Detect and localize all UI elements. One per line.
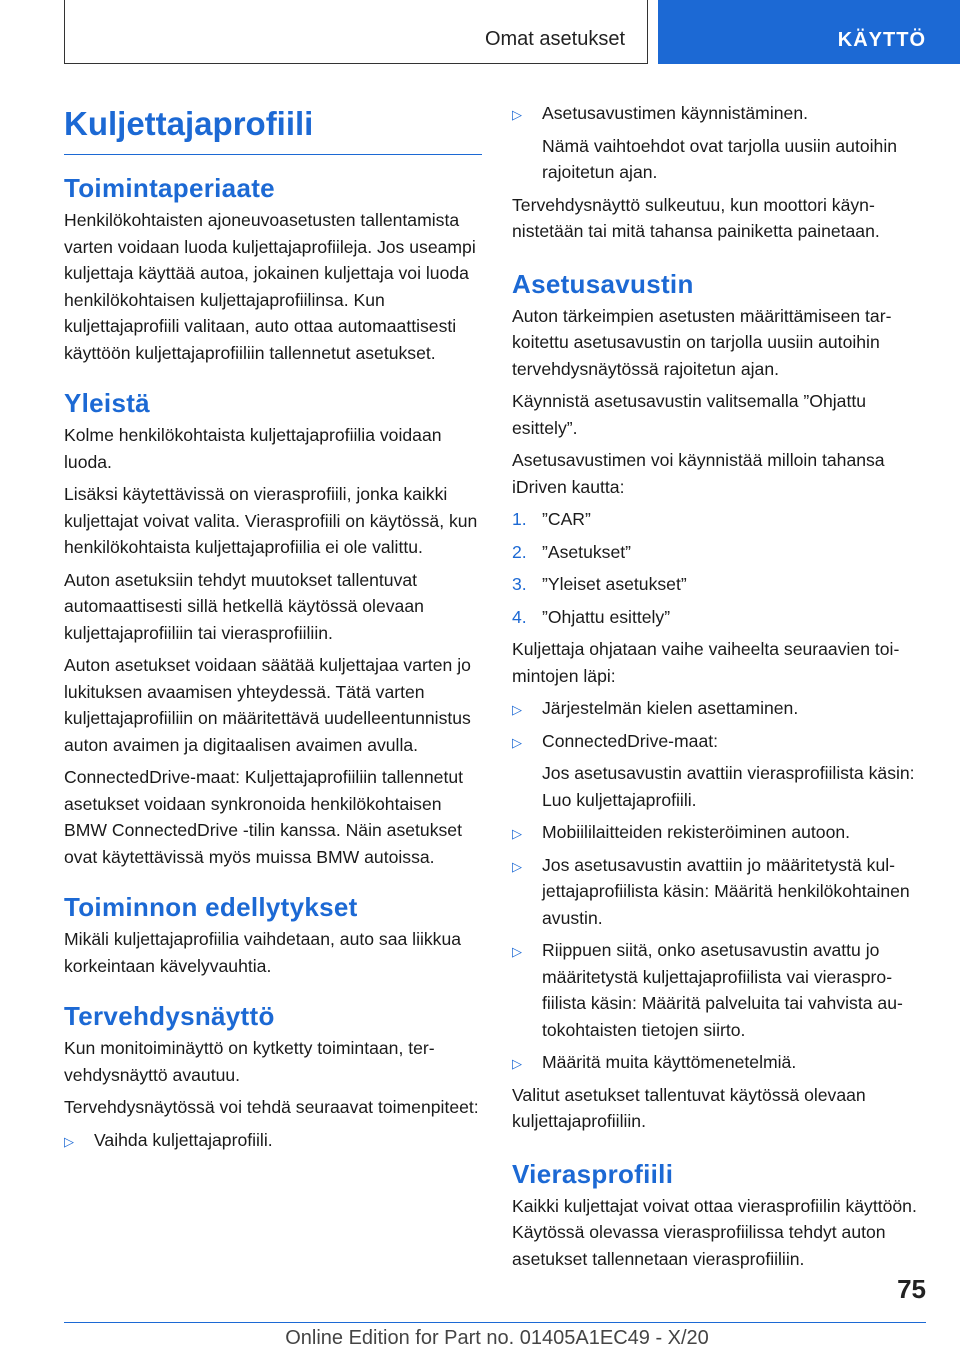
- header-chapter-label: KÄYTTÖ: [837, 29, 926, 51]
- page-title: Kuljettajaprofiili: [64, 104, 482, 155]
- paragraph: Kun monitoiminäyttö on kytketty toimintaan, tervehdysnäyttö avautuu.: [64, 1038, 435, 1085]
- step-text: ”CAR”: [542, 509, 591, 529]
- bullet-subtext: Jos asetusavustin avattiin vierasprofiilista käsin: Luo kuljettajaprofiili.: [542, 763, 915, 810]
- heading-vierasprofiili: Vierasprofiili: [512, 1158, 674, 1189]
- paragraph: Kuljettaja ohjataan vaihe vaiheelta seuraavien toimintojen läpi:: [512, 639, 900, 686]
- paragraph: Auton asetukset voidaan säätää kuljettajaa varten jo lukituksen avaamisen yhteydessä. Tätä varten kuljettajaprofiiliin on määritettävä uudelleentunnistus auton avaimen ja digitaalisen avaimen avulla.: [64, 655, 471, 755]
- bullet-item: [512, 819, 926, 846]
- bullet-text: Riippuen siitä, onko asetusavustin avattu jo määritetystä kuljettajaprofiilista vai vierasprofiilista käsin: Määritä palveluita tai vahvista autokohtaisten tietojen siirto.: [542, 940, 903, 1040]
- bullet-item: [512, 695, 926, 722]
- paragraph: Auton asetuksiin tehdyt muutokset tallentuvat automaattisesti sillä hetkellä käytössä olevaan kuljettajaprofiiliin tai vierasprofiiliin.: [64, 569, 424, 643]
- paragraph: Valitut asetukset tallentuvat käytössä olevaan kuljettajaprofiiliin.: [512, 1084, 866, 1131]
- heading-asetusavustin: Asetusavustin: [512, 268, 694, 299]
- step-number: 3.: [512, 574, 527, 594]
- paragraph: Kaikki kuljettajat voivat ottaa vierasprofiilin käyttöön. Käytössä olevassa vierasprofiilissa tehdyt auton asetukset tallennetaan vierasprofiiliin.: [512, 1195, 917, 1269]
- numbered-step: [512, 539, 926, 566]
- step-number: 4.: [512, 606, 527, 627]
- bullet-item: [64, 1127, 482, 1154]
- paragraph: Mikäli kuljettajaprofiilia vaihdetaan, auto saa liikkua korkeintaan kävelyvauhtia.: [64, 929, 462, 976]
- bullet-subtext: Nämä vaihtoehdot ovat tarjolla uusiin autoihin rajoitetun ajan.: [542, 135, 898, 182]
- paragraph: Tervehdysnäytössä voi tehdä seuraavat toimenpiteet:: [64, 1097, 479, 1117]
- bullet-text: ConnectedDrive-maat:: [542, 730, 719, 751]
- bullet-item: [512, 1049, 926, 1076]
- triangle-bullet-icon: ▷: [512, 944, 522, 959]
- paragraph: Auton tärkeimpien asetusten määrittämiseen tarkoitettu asetusavustin on tarjolla uusiin autoihin tervehdysnäytössä rajoitetun ajan.: [512, 305, 892, 379]
- numbered-step: [512, 604, 926, 631]
- step-number: 2.: [512, 541, 527, 562]
- bullet-text: Määritä muita käyttömenetelmiä.: [542, 1052, 797, 1072]
- header-section-box: [64, 0, 648, 64]
- paragraph: Asetusavustimen voi käynnistää milloin tahansa iDriven kautta:: [512, 450, 885, 497]
- header-chapter-tab[interactable]: [658, 0, 960, 64]
- triangle-bullet-icon: ▷: [64, 1133, 74, 1149]
- step-number: 1.: [512, 509, 527, 529]
- heading-tervehdysnaytto: Tervehdysnäyttö: [64, 1001, 275, 1031]
- footer-edition: Online Edition for Part no. 01405A1EC49 - X/20: [285, 1327, 709, 1349]
- bullet-text: Mobiililaitteiden rekisteröiminen autoon.: [542, 822, 851, 842]
- bullet-item: [512, 937, 926, 1043]
- triangle-bullet-icon: ▷: [512, 826, 522, 841]
- left-column: [64, 100, 482, 1159]
- header-section-title: Omat asetukset: [484, 28, 625, 50]
- paragraph: Lisäksi käytettävissä on vierasprofiili, jonka kaikki kuljettajat voivat valita. Vierasprofiili on käytössä, kun henkilökohtaista kuljettajaprofiilia ei ole valittu.: [64, 484, 478, 557]
- heading-toimintaperiaate: Toimintaperiaate: [64, 173, 275, 203]
- step-text: ”Ohjattu esittely”: [542, 606, 671, 627]
- page-number: 75: [897, 1274, 926, 1304]
- right-column: [512, 100, 926, 1278]
- bullet-text: Asetusavustimen käynnistäminen.: [542, 103, 808, 123]
- paragraph: Henkilökohtaisten ajoneuvoasetusten tallentamista varten voidaan luoda kuljettajaprofiileja. Jos useampi kuljettaja käyttää autoa, jokainen kuljettaja voi luoda henkilökohtaisen kuljettajaprofiilinsa. Kun kuljettajaprofiili valitaan, auto ottaa automaattisesti käyttöön kuljettajaprofiiliin tallennetut asetukset.: [64, 210, 476, 363]
- paragraph: Kolme henkilökohtaista kuljettajaprofiilia voidaan luoda.: [64, 425, 442, 472]
- triangle-bullet-icon: ▷: [512, 107, 522, 122]
- step-text: ”Yleiset asetukset”: [542, 574, 687, 594]
- bullet-item: [512, 728, 926, 755]
- bullet-text: Järjestelmän kielen asettaminen.: [542, 698, 799, 718]
- triangle-bullet-icon: ▷: [512, 734, 522, 750]
- step-text: ”Asetukset”: [542, 541, 631, 562]
- numbered-step: [512, 506, 926, 533]
- bullet-text: Vaihda kuljettajaprofiili.: [94, 1129, 273, 1150]
- bullet-item: [512, 852, 926, 932]
- paragraph: ConnectedDrive-maat: Kuljettajaprofiiliin tallennetut asetukset voidaan synkronoida henkilökohtaisen BMW ConnectedDrive -tilin kanssa. Näin asetukset ovat käytettävissä myös muissa BMW autoissa.: [64, 767, 464, 867]
- paragraph: Käynnistä asetusavustin valitsemalla ”Ohjattu esittely”.: [512, 391, 867, 438]
- triangle-bullet-icon: ▷: [512, 858, 522, 874]
- footer-divider: [64, 1322, 926, 1323]
- heading-yleista: Yleistä: [64, 388, 150, 418]
- numbered-step: [512, 571, 926, 598]
- triangle-bullet-icon: ▷: [512, 702, 522, 717]
- bullet-item: [512, 100, 926, 127]
- paragraph: Tervehdysnäyttö sulkeutuu, kun moottori käynnistetään tai mitä tahansa painiketta painetaan.: [512, 194, 880, 241]
- triangle-bullet-icon: ▷: [512, 1056, 522, 1071]
- heading-toiminnon-edellytykset: Toiminnon edellytykset: [64, 892, 358, 922]
- bullet-text: Jos asetusavustin avattiin jo määritetystä kuljettajaprofiilista käsin: Määritä henkilökohtainen avustin.: [542, 854, 910, 928]
